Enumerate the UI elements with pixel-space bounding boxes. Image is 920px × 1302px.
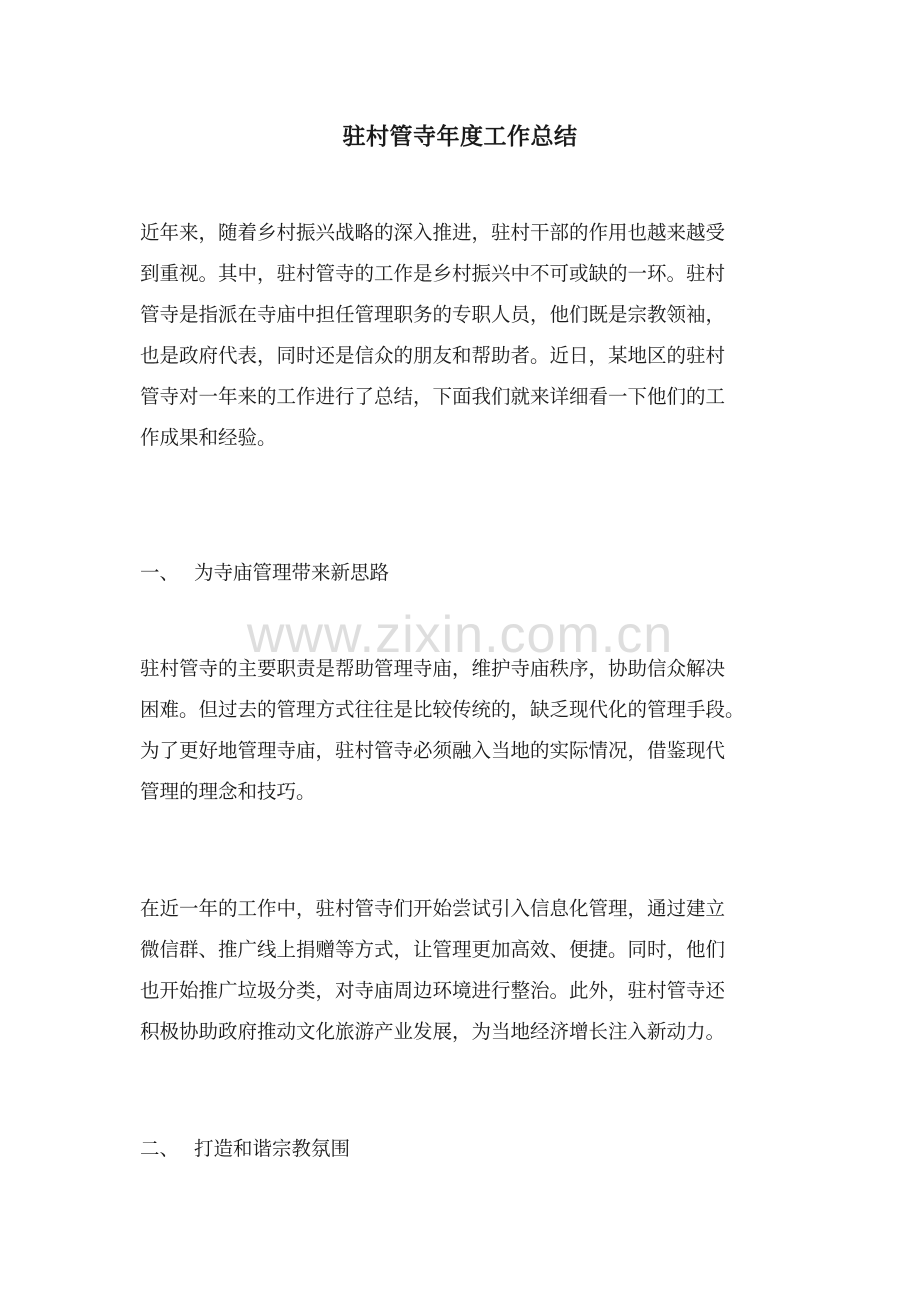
intro-paragraph (140, 212, 786, 458)
section-2-heading (140, 1128, 350, 1169)
paragraph-line: 微信群、推广线上捐赠等方式，让管理更加高效、便捷。同时，他们 (140, 938, 726, 961)
paragraph-line: 困难。但过去的管理方式往往是比较传统的，缺乏现代化的管理手段。 (140, 698, 745, 721)
section-number: 二、 (140, 1137, 180, 1160)
section-title: 打造和谐宗教氛围 (194, 1137, 351, 1160)
paragraph-line: 也是政府代表，同时还是信众的朋友和帮助者。近日，某地区的驻村 (140, 344, 726, 367)
watermark: www.zixin.com.cn (246, 606, 674, 664)
paragraph-line: 在近一年的工作中，驻村管寺们开始尝试引入信息化管理，通过建立 (140, 897, 726, 920)
section-1-heading (140, 552, 389, 593)
paragraph-line: 管理的理念和技巧。 (140, 780, 316, 803)
paragraph-line: 积极协助政府推动文化旅游产业发展，为当地经济增长注入新动力。 (140, 1020, 726, 1043)
paragraph-line: 作成果和经验。 (140, 426, 277, 449)
paragraph-line: 到重视。其中，驻村管寺的工作是乡村振兴中不可或缺的一环。驻村 (140, 262, 726, 285)
paragraph-line: 近年来，随着乡村振兴战略的深入推进，驻村干部的作用也越来越受 (140, 221, 726, 244)
paragraph-line: 为了更好地管理寺庙，驻村管寺必须融入当地的实际情况，借鉴现代 (140, 739, 726, 762)
paragraph-line: 管寺是指派在寺庙中担任管理职务的专职人员，他们既是宗教领袖， (140, 303, 726, 326)
section-1-paragraph-2 (140, 888, 786, 1052)
section-1-paragraph-1 (140, 648, 786, 812)
paragraph-line: 管寺对一年来的工作进行了总结，下面我们就来详细看一下他们的工 (140, 385, 726, 408)
document-title: 驻村管寺年度工作总结 (342, 123, 578, 150)
paragraph-line: 也开始推广垃圾分类，对寺庙周边环境进行整治。此外，驻村管寺还 (140, 979, 726, 1002)
section-title: 为寺庙管理带来新思路 (194, 561, 390, 584)
paragraph-line: 驻村管寺的主要职责是帮助管理寺庙，维护寺庙秩序，协助信众解决 (140, 657, 726, 680)
section-number: 一、 (140, 561, 180, 584)
